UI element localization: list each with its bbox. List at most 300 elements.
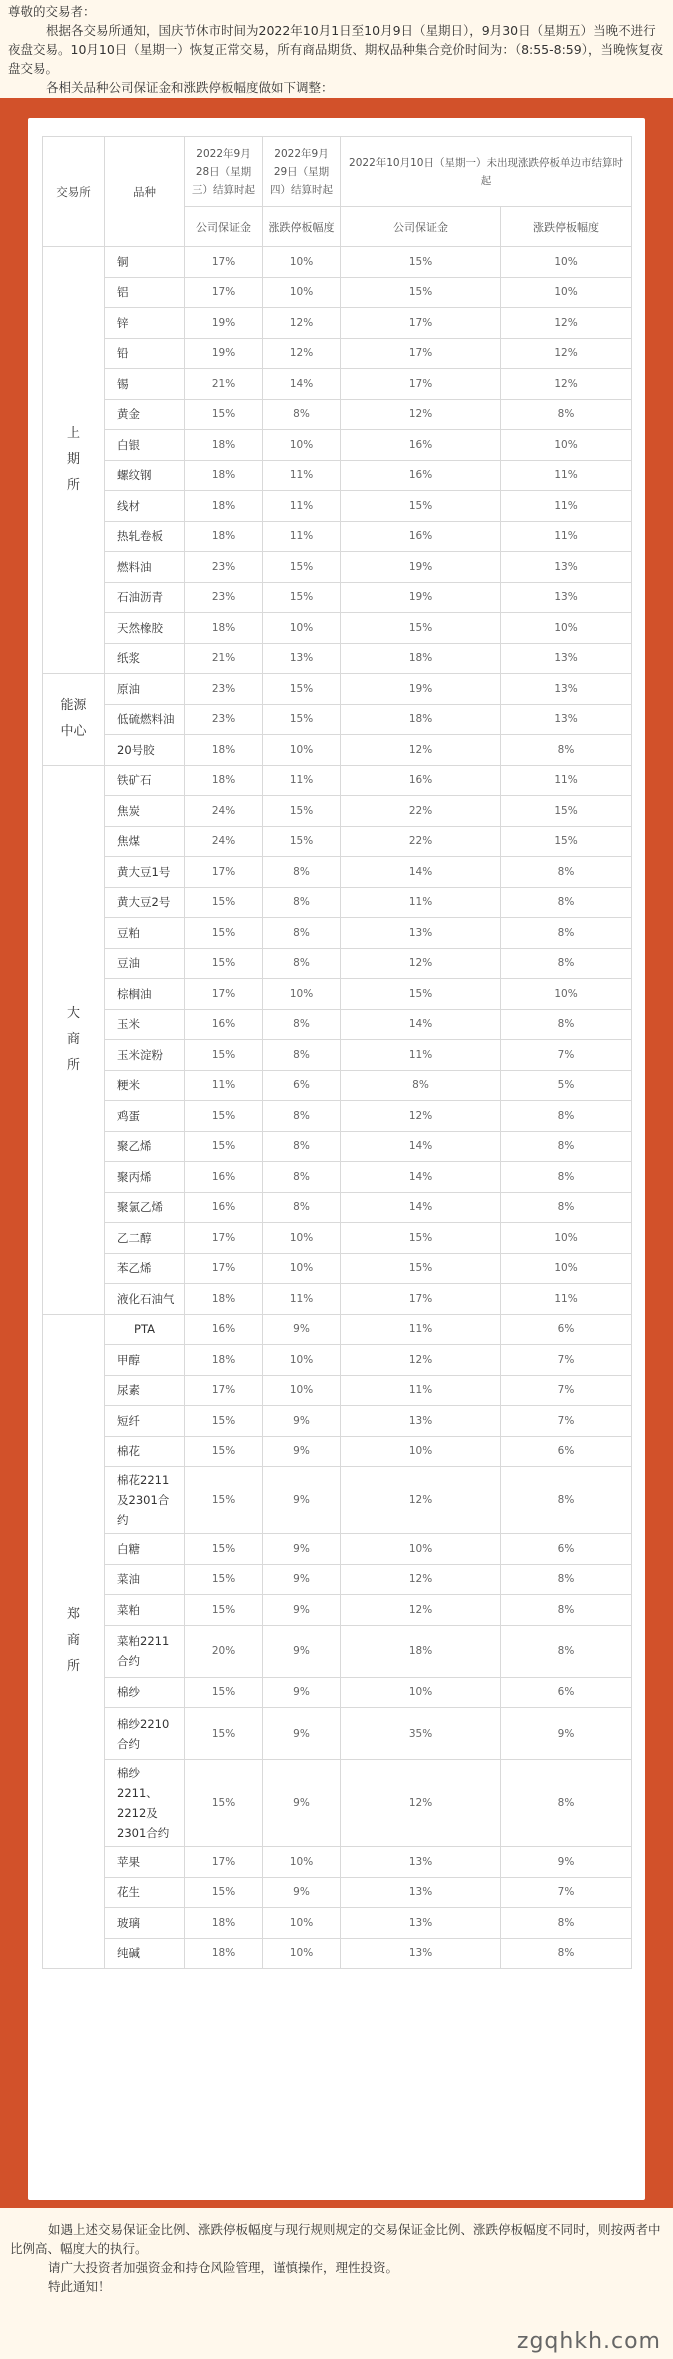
margin-1010-cell: 17% [341, 308, 501, 339]
variety-cell: 20号胶 [105, 735, 185, 766]
table-body [43, 247, 632, 1969]
margin-0928-cell: 15% [185, 1564, 263, 1595]
limit-1010-cell: 15% [501, 796, 632, 827]
margin-1010-cell: 15% [341, 1253, 501, 1284]
variety-cell: 豆粕 [105, 918, 185, 949]
limit-0929-cell: 9% [263, 1314, 341, 1345]
closing-paragraph-2: 请广大投资者加强资金和持仓风险管理，谨慎操作，理性投资。 [48, 2260, 399, 2275]
margin-0928-cell: 17% [185, 277, 263, 308]
limit-0929-cell: 10% [263, 1375, 341, 1406]
variety-cell: 聚乙烯 [105, 1131, 185, 1162]
limit-0929-cell: 10% [263, 979, 341, 1010]
margin-0928-cell: 17% [185, 979, 263, 1010]
limit-0929-cell: 15% [263, 826, 341, 857]
limit-1010-cell: 8% [501, 918, 632, 949]
table-row [43, 1253, 632, 1284]
variety-cell: 花生 [105, 1877, 185, 1908]
limit-0929-cell: 10% [263, 613, 341, 644]
margin-0928-cell: 17% [185, 857, 263, 888]
limit-0929-cell: 10% [263, 277, 341, 308]
margin-1010-cell: 19% [341, 552, 501, 583]
variety-cell: 焦煤 [105, 826, 185, 857]
limit-0929-cell: 8% [263, 1131, 341, 1162]
margin-1010-cell: 14% [341, 1009, 501, 1040]
limit-0929-cell: 10% [263, 735, 341, 766]
limit-0929-cell: 11% [263, 765, 341, 796]
limit-0929-cell: 9% [263, 1595, 341, 1626]
margin-1010-cell: 12% [341, 399, 501, 430]
table-row [43, 1131, 632, 1162]
margin-0928-cell: 16% [185, 1192, 263, 1223]
margin-0928-cell: 15% [185, 1534, 263, 1565]
variety-cell: 苹果 [105, 1847, 185, 1878]
variety-cell: 石油沥青 [105, 582, 185, 613]
margin-1010-cell: 13% [341, 1938, 501, 1969]
margin-1010-cell: 15% [341, 613, 501, 644]
margin-1010-cell: 17% [341, 338, 501, 369]
limit-0929-cell: 9% [263, 1708, 341, 1760]
variety-cell: 菜油 [105, 1564, 185, 1595]
table-row [43, 460, 632, 491]
limit-1010-cell: 8% [501, 857, 632, 888]
margin-1010-cell: 11% [341, 887, 501, 918]
margin-1010-cell: 35% [341, 1708, 501, 1760]
margin-0928-cell: 18% [185, 1908, 263, 1939]
table-row [43, 1192, 632, 1223]
table-row [43, 1040, 632, 1071]
margin-0928-cell: 15% [185, 1040, 263, 1071]
limit-0929-cell: 12% [263, 338, 341, 369]
limit-0929-cell: 8% [263, 887, 341, 918]
greeting: 尊敬的交易者： [8, 4, 96, 19]
margin-0928-cell: 17% [185, 1223, 263, 1254]
margin-0928-cell: 18% [185, 491, 263, 522]
limit-0929-cell: 9% [263, 1677, 341, 1708]
margin-1010-cell: 8% [341, 1070, 501, 1101]
limit-1010-cell: 11% [501, 521, 632, 552]
margin-0928-cell: 19% [185, 308, 263, 339]
margin-1010-cell: 12% [341, 735, 501, 766]
limit-1010-cell: 7% [501, 1375, 632, 1406]
table-row [43, 1223, 632, 1254]
margin-0928-cell: 18% [185, 735, 263, 766]
table-row [43, 643, 632, 674]
variety-cell: 铜 [105, 247, 185, 278]
margin-0928-cell: 15% [185, 918, 263, 949]
variety-cell: 黄金 [105, 399, 185, 430]
limit-1010-cell: 7% [501, 1345, 632, 1376]
table-row [43, 1070, 632, 1101]
limit-1010-cell: 6% [501, 1314, 632, 1345]
variety-cell: 黄大豆1号 [105, 857, 185, 888]
margin-0928-cell: 23% [185, 552, 263, 583]
margin-1010-cell: 10% [341, 1436, 501, 1467]
limit-1010-cell: 13% [501, 582, 632, 613]
limit-1010-cell: 6% [501, 1534, 632, 1565]
table-row [43, 369, 632, 400]
table-row [43, 979, 632, 1010]
margin-1010-cell: 22% [341, 796, 501, 827]
variety-cell: 粳米 [105, 1070, 185, 1101]
table-row [43, 1564, 632, 1595]
variety-cell: 白糖 [105, 1534, 185, 1565]
limit-1010-cell: 10% [501, 613, 632, 644]
margin-limit-table [42, 136, 632, 1969]
margin-0928-cell: 16% [185, 1009, 263, 1040]
margin-0928-cell: 11% [185, 1070, 263, 1101]
variety-cell: 螺纹钢 [105, 460, 185, 491]
limit-0929-cell: 11% [263, 1284, 341, 1315]
limit-0929-cell: 9% [263, 1564, 341, 1595]
variety-cell: 乙二醇 [105, 1223, 185, 1254]
limit-1010-cell: 8% [501, 1595, 632, 1626]
margin-1010-cell: 14% [341, 1131, 501, 1162]
table-row [43, 704, 632, 735]
margin-1010-cell: 10% [341, 1534, 501, 1565]
table-row [43, 1314, 632, 1345]
margin-1010-cell: 12% [341, 1595, 501, 1626]
variety-cell: 玻璃 [105, 1908, 185, 1939]
table-row [43, 1534, 632, 1565]
variety-cell: 原油 [105, 674, 185, 705]
variety-cell: 短纤 [105, 1406, 185, 1437]
margin-0928-cell: 15% [185, 1877, 263, 1908]
variety-cell: 棉花2211及2301合约 [105, 1467, 185, 1534]
limit-0929-cell: 13% [263, 643, 341, 674]
limit-0929-cell: 8% [263, 918, 341, 949]
margin-1010-cell: 15% [341, 277, 501, 308]
limit-0929-cell: 15% [263, 704, 341, 735]
table-row [43, 918, 632, 949]
variety-cell: 黄大豆2号 [105, 887, 185, 918]
limit-1010-cell: 8% [501, 1908, 632, 1939]
intro-section [0, 0, 673, 98]
margin-1010-cell: 11% [341, 1040, 501, 1071]
variety-cell: 尿素 [105, 1375, 185, 1406]
table-row [43, 613, 632, 644]
header-margin-2: 公司保证金 [341, 207, 501, 247]
margin-0928-cell: 18% [185, 521, 263, 552]
limit-0929-cell: 10% [263, 1223, 341, 1254]
limit-1010-cell: 8% [501, 887, 632, 918]
limit-1010-cell: 10% [501, 430, 632, 461]
variety-cell: 液化石油气 [105, 1284, 185, 1315]
limit-1010-cell: 8% [501, 1760, 632, 1847]
variety-cell: 棉纱2211、2212及2301合约 [105, 1760, 185, 1847]
limit-0929-cell: 8% [263, 1040, 341, 1071]
header-period-3: 2022年10月10日（星期一）未出现涨跌停板单边市结算时起 [341, 137, 632, 207]
header-limit-2: 涨跌停板幅度 [501, 207, 632, 247]
margin-0928-cell: 23% [185, 582, 263, 613]
table-row [43, 521, 632, 552]
limit-1010-cell: 8% [501, 1938, 632, 1969]
limit-1010-cell: 13% [501, 704, 632, 735]
margin-1010-cell: 12% [341, 1467, 501, 1534]
exchange-cell: 大 商 所 [43, 765, 105, 1314]
limit-1010-cell: 6% [501, 1677, 632, 1708]
variety-cell: 热轧卷板 [105, 521, 185, 552]
margin-0928-cell: 15% [185, 1467, 263, 1534]
margin-0928-cell: 23% [185, 674, 263, 705]
limit-0929-cell: 10% [263, 1908, 341, 1939]
margin-0928-cell: 15% [185, 1595, 263, 1626]
margin-1010-cell: 16% [341, 765, 501, 796]
margin-0928-cell: 20% [185, 1625, 263, 1677]
exchange-cell: 上 期 所 [43, 247, 105, 674]
exchange-cell: 能源 中心 [43, 674, 105, 766]
table-row [43, 1345, 632, 1376]
margin-0928-cell: 18% [185, 460, 263, 491]
watermark: zgqhkh.com [516, 2329, 661, 2354]
limit-1010-cell: 8% [501, 735, 632, 766]
margin-1010-cell: 13% [341, 918, 501, 949]
limit-1010-cell: 11% [501, 491, 632, 522]
limit-1010-cell: 10% [501, 1223, 632, 1254]
table-row [43, 338, 632, 369]
table-row [43, 399, 632, 430]
header-exchange: 交易所 [43, 137, 105, 247]
margin-0928-cell: 23% [185, 704, 263, 735]
limit-0929-cell: 15% [263, 674, 341, 705]
limit-1010-cell: 8% [501, 1101, 632, 1132]
margin-0928-cell: 18% [185, 1345, 263, 1376]
margin-1010-cell: 14% [341, 857, 501, 888]
table-row [43, 1009, 632, 1040]
margin-1010-cell: 11% [341, 1375, 501, 1406]
table-row [43, 552, 632, 583]
limit-0929-cell: 10% [263, 430, 341, 461]
limit-1010-cell: 5% [501, 1070, 632, 1101]
limit-1010-cell: 8% [501, 1564, 632, 1595]
margin-1010-cell: 11% [341, 1314, 501, 1345]
margin-1010-cell: 13% [341, 1908, 501, 1939]
limit-0929-cell: 8% [263, 1009, 341, 1040]
table-row [43, 765, 632, 796]
margin-1010-cell: 12% [341, 1345, 501, 1376]
closing-paragraph-1: 如遇上述交易保证金比例、涨跌停板幅度与现行规则规定的交易保证金比例、涨跌停板幅度不同时，则按两者中比例高、幅度大的执行。 [10, 2222, 661, 2256]
table-row [43, 1625, 632, 1677]
limit-0929-cell: 10% [263, 1938, 341, 1969]
margin-0928-cell: 24% [185, 826, 263, 857]
table-row [43, 1406, 632, 1437]
margin-0928-cell: 16% [185, 1162, 263, 1193]
margin-0928-cell: 17% [185, 1375, 263, 1406]
intro-paragraph-1: 根据各交易所通知，国庆节休市时间为2022年10月1日至10月9日（星期日），9月30日（星期五）当晚不进行夜盘交易。10月10日（星期一）恢复正常交易，所有商品期货、期权品种集合竞价时间为：（8:55-8:59），当晚恢复夜盘交易。 [8, 23, 663, 76]
margin-0928-cell: 15% [185, 1101, 263, 1132]
limit-0929-cell: 8% [263, 1101, 341, 1132]
margin-0928-cell: 17% [185, 1253, 263, 1284]
table-row [43, 857, 632, 888]
limit-1010-cell: 12% [501, 338, 632, 369]
margin-0928-cell: 16% [185, 1314, 263, 1345]
margin-0928-cell: 17% [185, 247, 263, 278]
table-row [43, 1847, 632, 1878]
margin-0928-cell: 24% [185, 796, 263, 827]
margin-0928-cell: 15% [185, 887, 263, 918]
table-row [43, 735, 632, 766]
margin-1010-cell: 13% [341, 1847, 501, 1878]
table-row [43, 430, 632, 461]
variety-cell: 棉花 [105, 1436, 185, 1467]
variety-cell: 锌 [105, 308, 185, 339]
closing-paragraph-3: 特此通知！ [48, 2279, 111, 2294]
table-row [43, 1436, 632, 1467]
margin-0928-cell: 18% [185, 765, 263, 796]
limit-1010-cell: 11% [501, 1284, 632, 1315]
table-row [43, 1101, 632, 1132]
variety-cell: 棉纱 [105, 1677, 185, 1708]
limit-1010-cell: 13% [501, 643, 632, 674]
limit-0929-cell: 8% [263, 399, 341, 430]
margin-1010-cell: 17% [341, 369, 501, 400]
variety-cell: 铅 [105, 338, 185, 369]
table-row [43, 948, 632, 979]
table-row [43, 1938, 632, 1969]
limit-1010-cell: 8% [501, 1625, 632, 1677]
table-row [43, 1677, 632, 1708]
limit-0929-cell: 9% [263, 1760, 341, 1847]
table-row [43, 308, 632, 339]
variety-cell: 聚丙烯 [105, 1162, 185, 1193]
table-row [43, 1908, 632, 1939]
limit-1010-cell: 11% [501, 460, 632, 491]
limit-1010-cell: 8% [501, 399, 632, 430]
margin-1010-cell: 18% [341, 643, 501, 674]
limit-0929-cell: 11% [263, 491, 341, 522]
margin-0928-cell: 15% [185, 1708, 263, 1760]
variety-cell: 焦炭 [105, 796, 185, 827]
limit-1010-cell: 8% [501, 1009, 632, 1040]
limit-1010-cell: 8% [501, 948, 632, 979]
closing-section [0, 2208, 673, 2359]
margin-1010-cell: 16% [341, 521, 501, 552]
limit-0929-cell: 9% [263, 1625, 341, 1677]
intro-paragraph-2: 各相关品种公司保证金和涨跌停板幅度做如下调整： [46, 80, 334, 95]
variety-cell: 线材 [105, 491, 185, 522]
variety-cell: 菜粕 [105, 1595, 185, 1626]
limit-1010-cell: 8% [501, 1467, 632, 1534]
limit-1010-cell: 7% [501, 1040, 632, 1071]
table-row [43, 1162, 632, 1193]
table-row [43, 1877, 632, 1908]
limit-1010-cell: 13% [501, 674, 632, 705]
header-period-1: 2022年9月28日（星期三）结算时起 [185, 137, 263, 207]
margin-1010-cell: 17% [341, 1284, 501, 1315]
margin-0928-cell: 15% [185, 1436, 263, 1467]
variety-cell: 纸浆 [105, 643, 185, 674]
table-row [43, 277, 632, 308]
margin-0928-cell: 18% [185, 1284, 263, 1315]
margin-1010-cell: 14% [341, 1162, 501, 1193]
table-row [43, 582, 632, 613]
variety-cell: 鸡蛋 [105, 1101, 185, 1132]
table-row [43, 887, 632, 918]
margin-0928-cell: 15% [185, 1677, 263, 1708]
limit-1010-cell: 8% [501, 1131, 632, 1162]
limit-0929-cell: 9% [263, 1436, 341, 1467]
limit-1010-cell: 8% [501, 1192, 632, 1223]
table-row [43, 1595, 632, 1626]
limit-0929-cell: 11% [263, 521, 341, 552]
limit-1010-cell: 7% [501, 1877, 632, 1908]
margin-1010-cell: 22% [341, 826, 501, 857]
margin-1010-cell: 18% [341, 704, 501, 735]
margin-0928-cell: 15% [185, 399, 263, 430]
limit-1010-cell: 10% [501, 1253, 632, 1284]
margin-0928-cell: 15% [185, 948, 263, 979]
limit-0929-cell: 15% [263, 552, 341, 583]
limit-0929-cell: 6% [263, 1070, 341, 1101]
limit-1010-cell: 15% [501, 826, 632, 857]
variety-cell: 棉纱2210合约 [105, 1708, 185, 1760]
margin-1010-cell: 12% [341, 948, 501, 979]
margin-0928-cell: 18% [185, 1938, 263, 1969]
limit-0929-cell: 15% [263, 796, 341, 827]
limit-0929-cell: 14% [263, 369, 341, 400]
table-card [28, 118, 645, 2200]
variety-cell: 天然橡胶 [105, 613, 185, 644]
margin-0928-cell: 21% [185, 643, 263, 674]
table-row [43, 674, 632, 705]
limit-0929-cell: 8% [263, 948, 341, 979]
limit-1010-cell: 11% [501, 765, 632, 796]
variety-cell: 豆油 [105, 948, 185, 979]
margin-0928-cell: 15% [185, 1760, 263, 1847]
limit-0929-cell: 15% [263, 582, 341, 613]
variety-cell: 聚氯乙烯 [105, 1192, 185, 1223]
margin-1010-cell: 19% [341, 674, 501, 705]
margin-1010-cell: 19% [341, 582, 501, 613]
limit-1010-cell: 7% [501, 1406, 632, 1437]
margin-1010-cell: 15% [341, 491, 501, 522]
limit-0929-cell: 10% [263, 1847, 341, 1878]
margin-0928-cell: 15% [185, 1406, 263, 1437]
limit-1010-cell: 13% [501, 552, 632, 583]
variety-cell: 玉米淀粉 [105, 1040, 185, 1071]
limit-1010-cell: 10% [501, 247, 632, 278]
margin-1010-cell: 10% [341, 1677, 501, 1708]
table-row [43, 1760, 632, 1847]
limit-1010-cell: 8% [501, 1162, 632, 1193]
variety-cell: 锡 [105, 369, 185, 400]
limit-0929-cell: 9% [263, 1877, 341, 1908]
limit-0929-cell: 8% [263, 1192, 341, 1223]
header-limit-1: 涨跌停板幅度 [263, 207, 341, 247]
margin-1010-cell: 16% [341, 430, 501, 461]
limit-0929-cell: 10% [263, 1253, 341, 1284]
margin-1010-cell: 15% [341, 979, 501, 1010]
variety-cell: 纯碱 [105, 1938, 185, 1969]
exchange-cell: 郑 商 所 [43, 1314, 105, 1969]
table-row [43, 1375, 632, 1406]
variety-cell: PTA [105, 1314, 185, 1345]
variety-cell: 铁矿石 [105, 765, 185, 796]
margin-0928-cell: 18% [185, 613, 263, 644]
margin-1010-cell: 12% [341, 1564, 501, 1595]
limit-0929-cell: 11% [263, 460, 341, 491]
limit-0929-cell: 10% [263, 247, 341, 278]
margin-1010-cell: 15% [341, 1223, 501, 1254]
table-row [43, 1284, 632, 1315]
margin-0928-cell: 18% [185, 430, 263, 461]
limit-1010-cell: 6% [501, 1436, 632, 1467]
margin-0928-cell: 21% [185, 369, 263, 400]
limit-1010-cell: 9% [501, 1847, 632, 1878]
table-row [43, 1708, 632, 1760]
limit-0929-cell: 8% [263, 1162, 341, 1193]
header-margin-1: 公司保证金 [185, 207, 263, 247]
table-row [43, 1467, 632, 1534]
